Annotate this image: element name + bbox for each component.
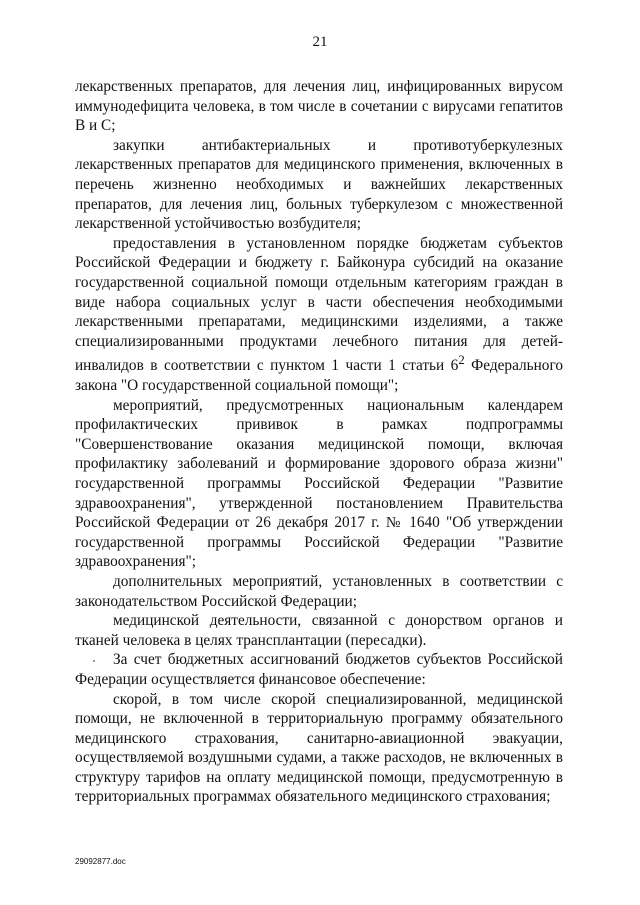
paragraph-regional-budgets-intro: За счет бюджетных ассигнований бюджетов субъектов Российской Федерации осуществляется финансовое обеспечение: [75, 651, 563, 688]
page-number: 21 [312, 34, 328, 50]
paragraph-additional-measures: дополнительных мероприятий, установленных в соответствии с законодательством Российской Федерации; [75, 572, 563, 610]
paragraph-organ-donation: медицинской деятельности, связанной с донорством органов и тканей человека в целях трансплантации (пересадки). [75, 612, 563, 649]
paragraph-emergency-care: скорой, в том числе скорой специализированной, медицинской помощи, не включенной в территориальную программу обязательного медицинского страхования, санитарно-авиационной эвакуации, осуществляемой воздушными судами, а также расходов, не включенных в структуру тарифов на оплату медицинской помощи, предусмотренную в территориальных программах обязательного медицинского страхования; [75, 690, 563, 806]
paragraph-antibacterial-procurement: закупки антибактериальных и противотуберкулезных лекарственных препаратов для медицинского применения, включенных в перечень жизненно необходимых и важнейших лекарственных препаратов, для лечения лиц, больных туберкулезом с множественной лекарственной устойчивостью возбудителя; [75, 136, 563, 233]
paragraph-social-assistance-subsidies [75, 234, 563, 396]
document-footer-code: 29092877.doc [75, 857, 126, 866]
paragraph-social-text-start: предоставления в установленном порядке бюджетам субъектов Российской Федерации и бюджету г. Байконура субсидий на оказание государственной социальной помощи отдельным категориям граждан в виде набора социальных услуг в части обеспечения необходимыми лекарственными препаратами, медицинскими изделиями, а также специализированными продуктами лечебного питания для детей-инвалидов в соответствии с пунктом 1 части 1 статьи 6 [75, 234, 563, 375]
paragraph-hiv-drugs: лекарственных препаратов, для лечения лиц, инфицированных вирусом иммунодефицита человека, в том числе в сочетании с вирусами гепатитов B и C; [75, 78, 563, 135]
article-superscript: 2 [458, 353, 465, 368]
paragraph-social-text-end: Федерального закона "О государственной социальной помощи"; [75, 357, 563, 394]
paragraph-vaccination-calendar: мероприятий, предусмотренных национальным календарем профилактических прививок в рамках подпрограммы "Совершенствование оказания медицинской помощи, включая профилактику заболеваний и формирование здорового образа жизни" государственной программы Российской Федерации "Развитие здравоохранения", утвержденной постановлением Правительства Российской Федерации от 26 декабря 2017 г. № 1640 "Об утверждении государственной программы Российской Федерации "Развитие здравоохранения"; [75, 396, 563, 571]
scan-speck [93, 660, 95, 662]
document-body [75, 77, 563, 807]
